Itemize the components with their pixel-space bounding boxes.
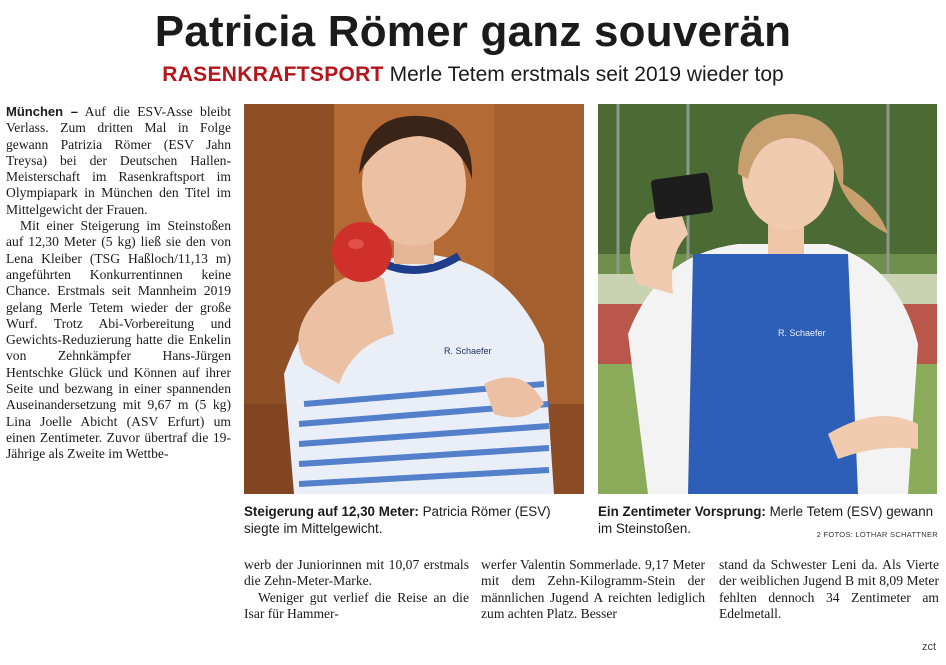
photo-caption-1 xyxy=(244,503,584,537)
subheadline xyxy=(0,60,946,90)
caption-2-text: Merle Tetem (ESV) gewann im Steinstoßen. xyxy=(598,504,934,536)
article-column-2 xyxy=(244,557,469,622)
stone-put-athlete-illustration xyxy=(598,104,937,494)
shirt-logo-text: R. Schaefer xyxy=(778,328,826,338)
shot-put-athlete-illustration xyxy=(244,104,584,494)
subheadline-text: Merle Tetem erstmals seit 2019 wieder top xyxy=(389,63,784,86)
caption-2-lead: Ein Zentimeter Vorsprung: xyxy=(598,504,766,519)
article-column-4 xyxy=(719,557,939,622)
headline: Patricia Römer ganz souverän xyxy=(154,7,792,56)
photo-merle-tetem xyxy=(598,104,937,494)
shirt-logo-text: R. Schaefer xyxy=(444,346,492,356)
paragraph-3: werb der Juniorinnen mit 10,07 erstmals die Zehn-Meter-Marke. xyxy=(244,557,469,589)
paragraph-5: werfer Valentin Sommerlade. 9,17 Meter mit dem Zehn-Kilogramm-Stein der männlichen Jugend A reichten lediglich zum achten Platz. Besser xyxy=(481,557,705,621)
photo-credit: 2 FOTOS: LOTHAR SCHATTNER xyxy=(816,530,938,539)
caption-1-text: Patricia Römer (ESV) siegte im Mittelgewicht. xyxy=(244,504,551,536)
paragraph-1: Auf die ESV-Asse bleibt Verlass. Zum dritten Mal in Folge gewann Patrizia Römer (ESV Jahn Treysa) bei der Deutschen Hallen-Meisterschaft im Rasenkraftsport im Olympiapark in München den Titel im Mittelgewicht der Frauen. xyxy=(6,104,232,217)
article-column-1 xyxy=(6,104,231,463)
author-initials: zct xyxy=(921,641,936,653)
article-column-3 xyxy=(481,557,705,622)
caption-1-lead: Steigerung auf 12,30 Meter: xyxy=(244,504,419,519)
paragraph-6: stand da Schwester Leni da. Als Vierte der weiblichen Jugend B mit 8,09 Meter fehlten dennoch 34 Zentimeter am Edelmetall. xyxy=(719,557,939,621)
dateline: München – xyxy=(6,104,78,119)
paragraph-2: Mit einer Steigerung im Steinstoßen auf 12,30 Meter (5 kg) ließ sie den von Lena Kleiber (TSG Haßloch/11,13 m) angeführten Konkurrentinnen keine Chance. Erstmals seit Mannheim 2019 gelang Merle Tetem wieder der große Wurf. Trotz Abi-Vorbereitung und Gewichts-Reduzierung hatte die Enkelin von Zehnkämpfer Hans-Jürgen Hentschke Glück und Können auf ihrer Seite und bezwang in einer spannenden Auseinandersetzung mit 9,67 m (5 kg) Lina Joelle Abicht (ASV Erfurt) um einen Zentimeter. Zuvor übertraf die 19-Jährige als Zweite im Wettbe- xyxy=(6,218,231,462)
section-kicker: RASENKRAFTSPORT xyxy=(162,63,384,86)
photo-patricia-roemer xyxy=(244,104,584,494)
paragraph-4: Weniger gut verlief die Reise an die Isar für Hammer- xyxy=(244,589,469,621)
